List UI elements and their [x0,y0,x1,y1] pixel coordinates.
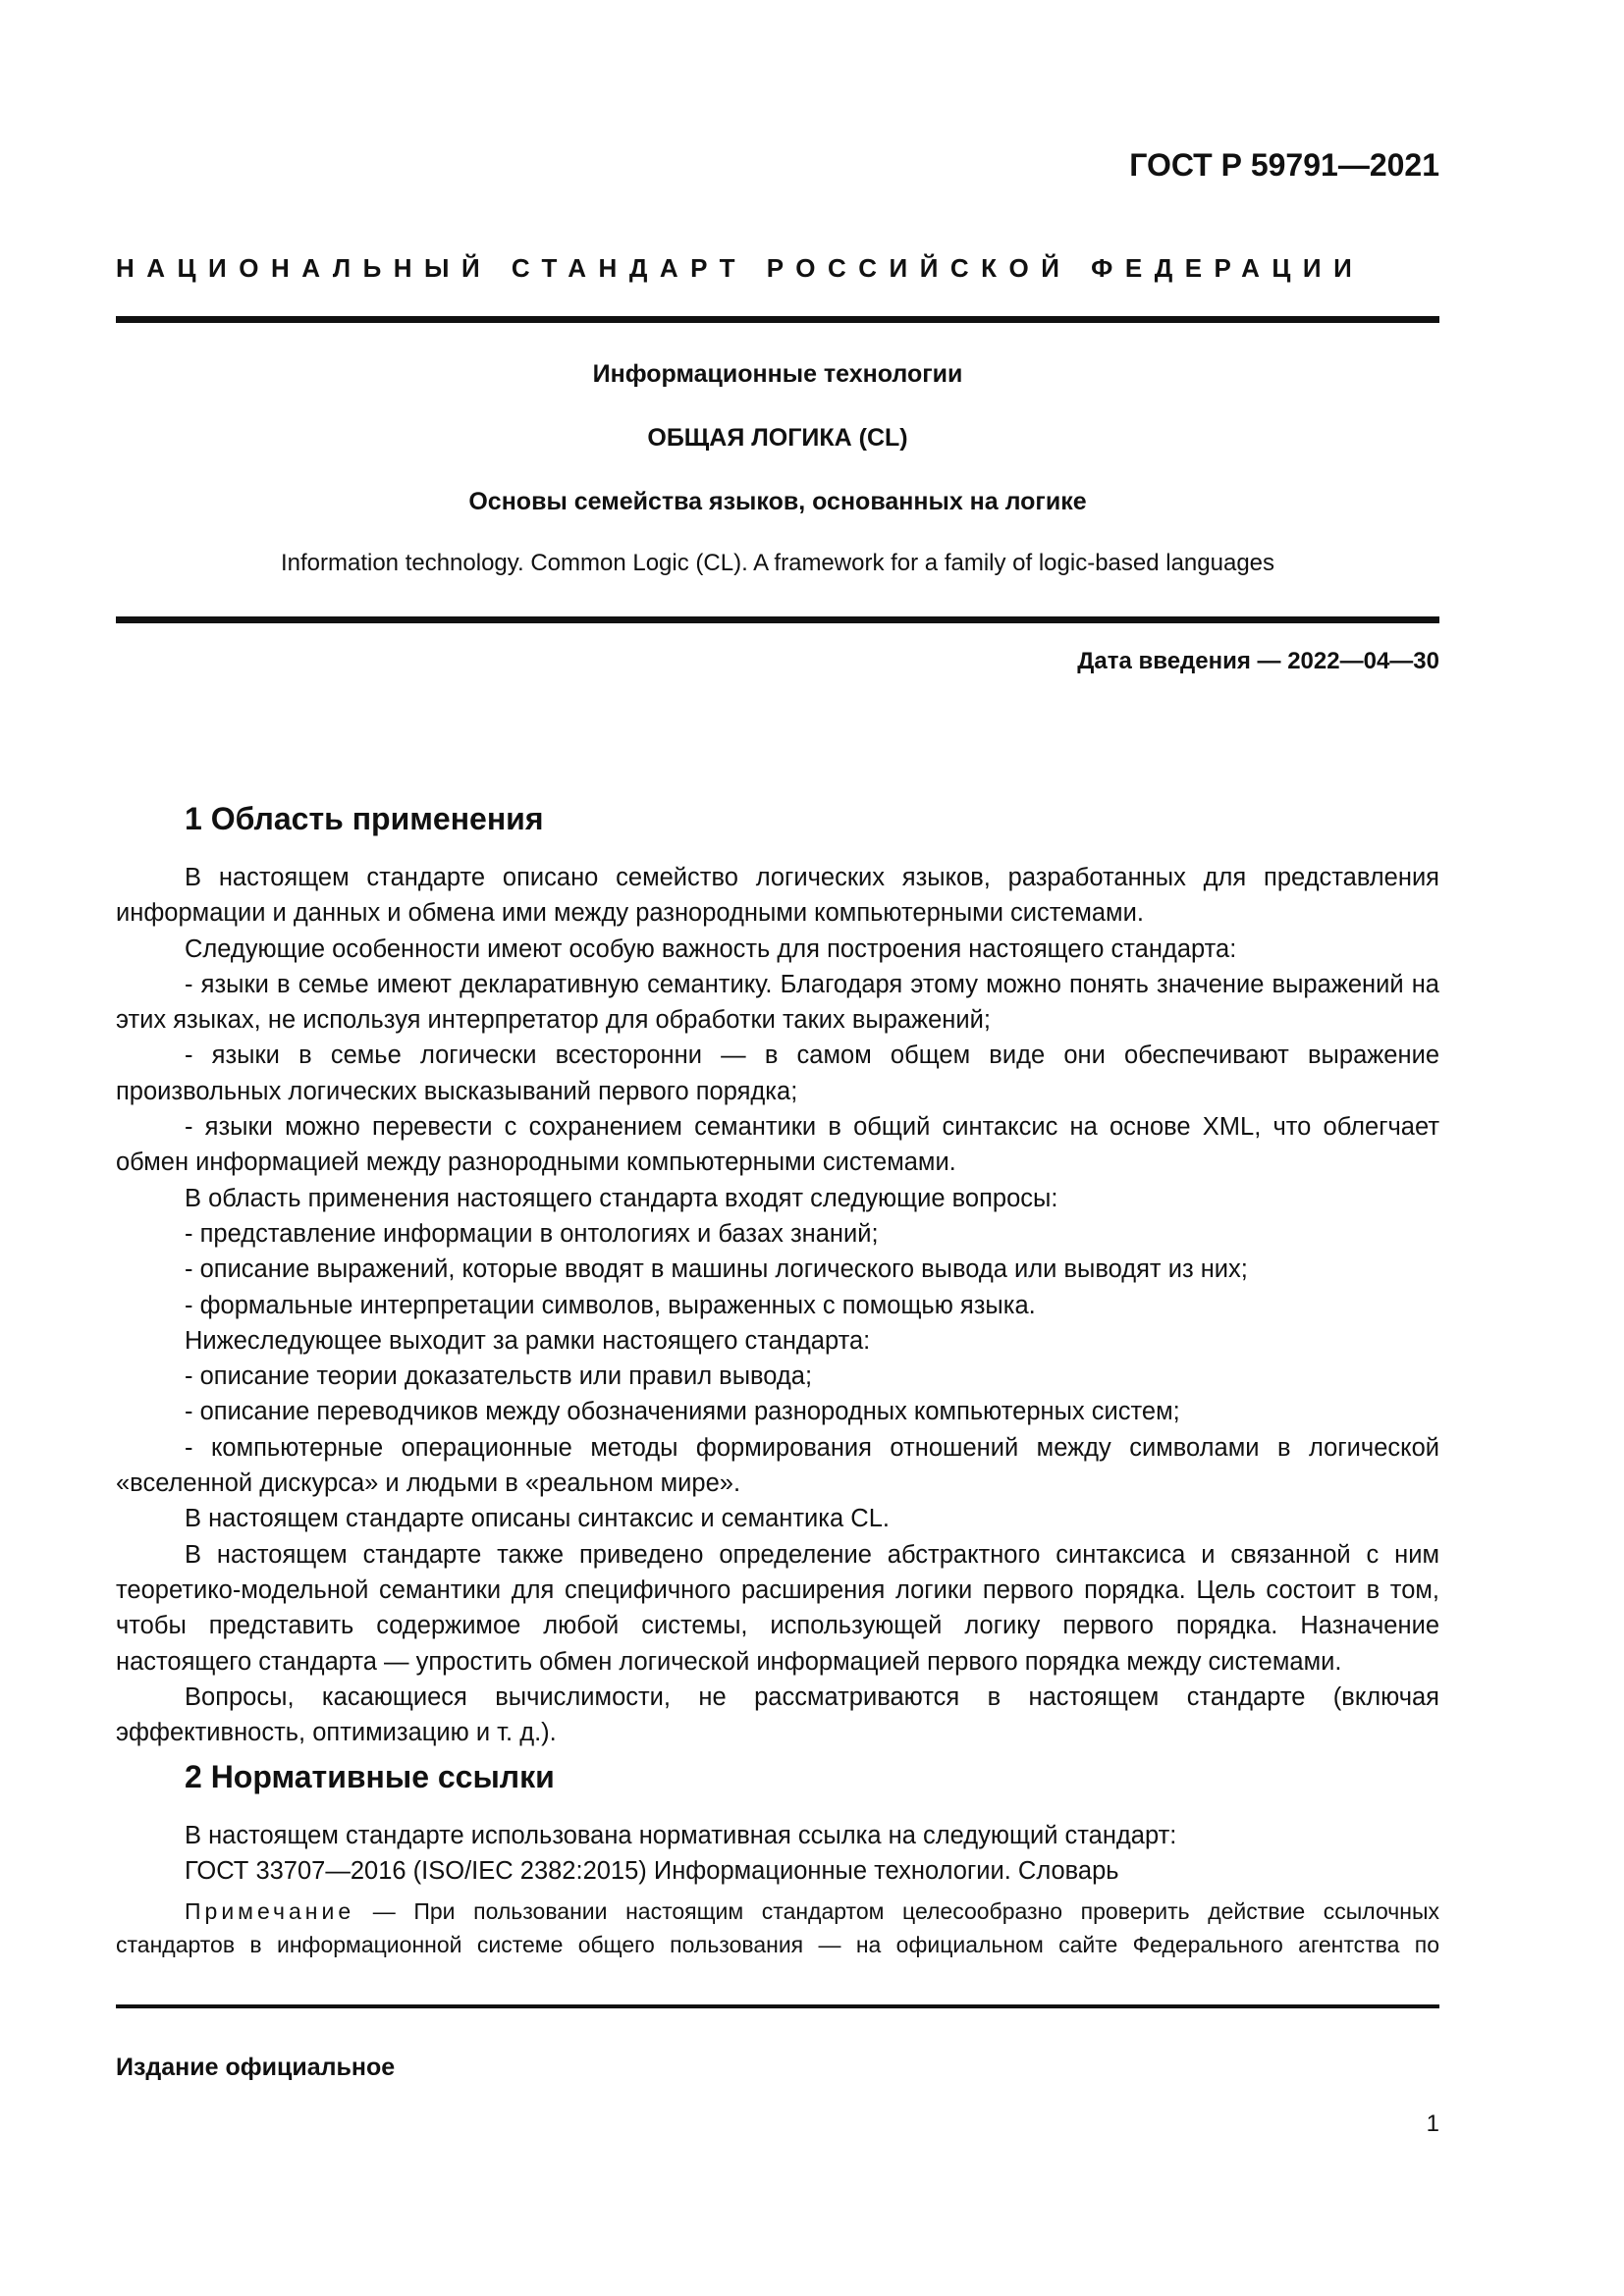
note-text: — При пользовании настоящим стандартом целесообразно проверить действие ссылочных стандартов в информационной системе общего пользования — на официальном сайте Федерального агентства по [116,1898,1439,1957]
title-line-2: ОБЩАЯ ЛОГИКА (CL) [647,424,908,452]
paragraph: В настоящем стандарте использована нормативная ссылка на следующий стандарт: [185,1822,1177,1849]
national-standard-heading: НАЦИОНАЛЬНЫЙ СТАНДАРТ РОССИЙСКОЙ ФЕДЕРАЦИИ [116,253,1365,283]
paragraph: В настоящем стандарте также приведено определение абстрактного синтаксиса и связанной с ним теоретико-модельной семантики для специфичного расширения логики первого порядка. Цель состоит в том, чтобы представить содержимое любой системы, использующей логику первого порядка. Назначение настоящего стандарта — упростить обмен логической информацией первого порядка между системами. [116,1540,1439,1676]
paragraph: - компьютерные операционные методы формирования отношений между символами в логической «вселенной дискурса» и людьми в «реальном мире». [116,1433,1439,1498]
paragraph: - языки можно перевести с сохранением семантики в общий синтаксис на основе XML, что облегчает обмен информацией между разнородными компьютерными системами. [116,1113,1439,1177]
section-1-heading: 1 Область применения [185,801,544,836]
paragraph: - языки в семье логически всесторонни — в самом общем виде они обеспечивают выражение произвольных логических высказываний первого порядка; [116,1041,1439,1105]
note-label: Примечание [185,1898,355,1924]
paragraph: - языки в семье имеют декларативную семантику. Благодаря этому можно понять значение выражений на этих языках, не используя интерпретатор для обработки таких выражений; [116,970,1439,1035]
footer-rule [116,2004,1439,2008]
title-line-1: Информационные технологии [592,360,963,388]
paragraph: Следующие особенности имеют особую важность для построения настоящего стандарта: [185,934,1237,963]
note [116,1895,1439,1961]
title-line-3: Основы семейства языков, основанных на логике [468,488,1087,515]
paragraph: ГОСТ 33707—2016 (ISO/IEC 2382:2015) Информационные технологии. Словарь [185,1857,1119,1886]
section-2-body [116,1818,1439,1890]
paragraph: - описание переводчиков между обозначениями разнородных компьютерных систем; [185,1398,1180,1426]
section-1-body [116,860,1439,1750]
paragraph: - описание теории доказательств или правил вывода; [185,1362,813,1391]
edition-label: Издание официальное [116,2054,396,2081]
paragraph: Нижеследующее выходит за рамки настоящего стандарта: [185,1326,871,1355]
top-rule [116,316,1439,323]
paragraph: - описание выражений, которые вводят в машины логического вывода или выводят из них; [185,1255,1248,1284]
title-bottom-rule [116,616,1439,623]
introduction-date: Дата введения — 2022—04—30 [1077,648,1439,674]
page-number: 1 [1426,2110,1439,2137]
paragraph: - представление информации в онтологиях и базах знаний; [185,1219,879,1248]
paragraph: Вопросы, касающиеся вычислимости, не рассматриваются в настоящем стандарте (включая эффективность, оптимизацию и т. д.). [116,1682,1439,1747]
section-2-heading: 2 Нормативные ссылки [185,1759,555,1794]
paragraph: В настоящем стандарте описаны синтаксис и семантика CL. [185,1505,890,1533]
paragraph: В область применения настоящего стандарта входят следующие вопросы: [185,1184,1058,1212]
english-title: Information technology. Common Logic (CL). A framework for a family of logic-based languages [280,550,1275,576]
paragraph: - формальные интерпретации символов, выраженных с помощью языка. [185,1291,1036,1319]
document-number: ГОСТ Р 59791—2021 [1129,147,1439,183]
paragraph: В настоящем стандарте описано семейство логических языков, разработанных для представления информации и данных и обмена ими между разнородными компьютерными системами. [116,864,1439,928]
